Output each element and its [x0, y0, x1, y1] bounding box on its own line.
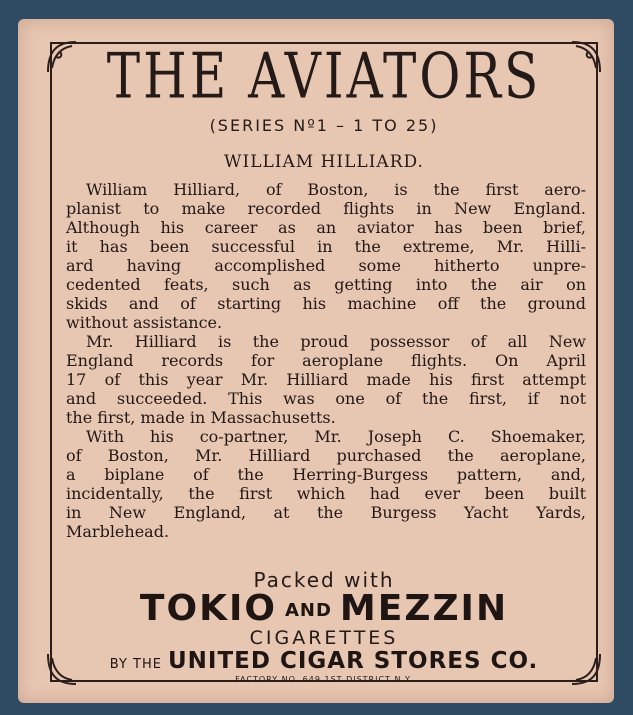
body-line: incidentally, the first which had ever been built: [66, 484, 586, 503]
body-line: Although his career as an aviator has been brief,: [66, 218, 586, 237]
factory-note: FACTORY NO. 649 1ST DISTRICT N.Y.: [235, 675, 413, 684]
brand-left: TOKIO: [139, 588, 277, 629]
packed-with-label: Packed with: [253, 568, 395, 592]
brand-and: AND: [284, 599, 332, 621]
subject-name: WILLIAM HILLIARD.: [224, 152, 424, 172]
brand-names: [56, 588, 592, 629]
body-line: and succeeded. This was one of the first, if not: [66, 389, 586, 408]
body-line: in New England, at the Burgess Yacht Yards,: [66, 503, 586, 522]
body-line: Mr. Hilliard is the proud possessor of all New: [86, 332, 586, 351]
body-line: ard having accomplished some hitherto unpre-: [66, 256, 586, 275]
body-line: With his co-partner, Mr. Joseph C. Shoemaker,: [86, 427, 586, 446]
body-line: it has been successful in the extreme, Mr. Hilli-: [66, 237, 586, 256]
body-line: 17 of this year Mr. Hilliard made his first attempt: [66, 370, 586, 389]
maker-line: [56, 648, 592, 674]
body-line: England records for aeroplane flights. On April: [66, 351, 586, 370]
body-line: a biplane of the Herring-Burgess pattern, and,: [66, 465, 586, 484]
body-line: of Boston, Mr. Hilliard purchased the aeroplane,: [66, 446, 586, 465]
body-line: the first, made in Massachusetts.: [66, 408, 336, 427]
body-line: planist to make recorded flights in New England.: [66, 199, 586, 218]
body-line: Marblehead.: [66, 522, 170, 541]
series-label: (SERIES Nº1 – 1 TO 25): [209, 116, 439, 135]
brand-right: MEZZIN: [339, 588, 509, 629]
cigarettes-label: CIGARETTES: [249, 627, 399, 649]
by-the-label: BY THE: [109, 657, 162, 672]
body-line: skids and of starting his machine off the ground: [66, 294, 586, 313]
biography-text: [66, 180, 586, 541]
body-line: cedented feats, such as getting into the air on: [66, 275, 586, 294]
maker-name: UNITED CIGAR STORES CO.: [167, 648, 539, 674]
card-title: THE AVIATORS: [106, 40, 542, 113]
body-line: without assistance.: [66, 313, 223, 332]
body-line: William Hilliard, of Boston, is the first aero-: [86, 180, 586, 199]
